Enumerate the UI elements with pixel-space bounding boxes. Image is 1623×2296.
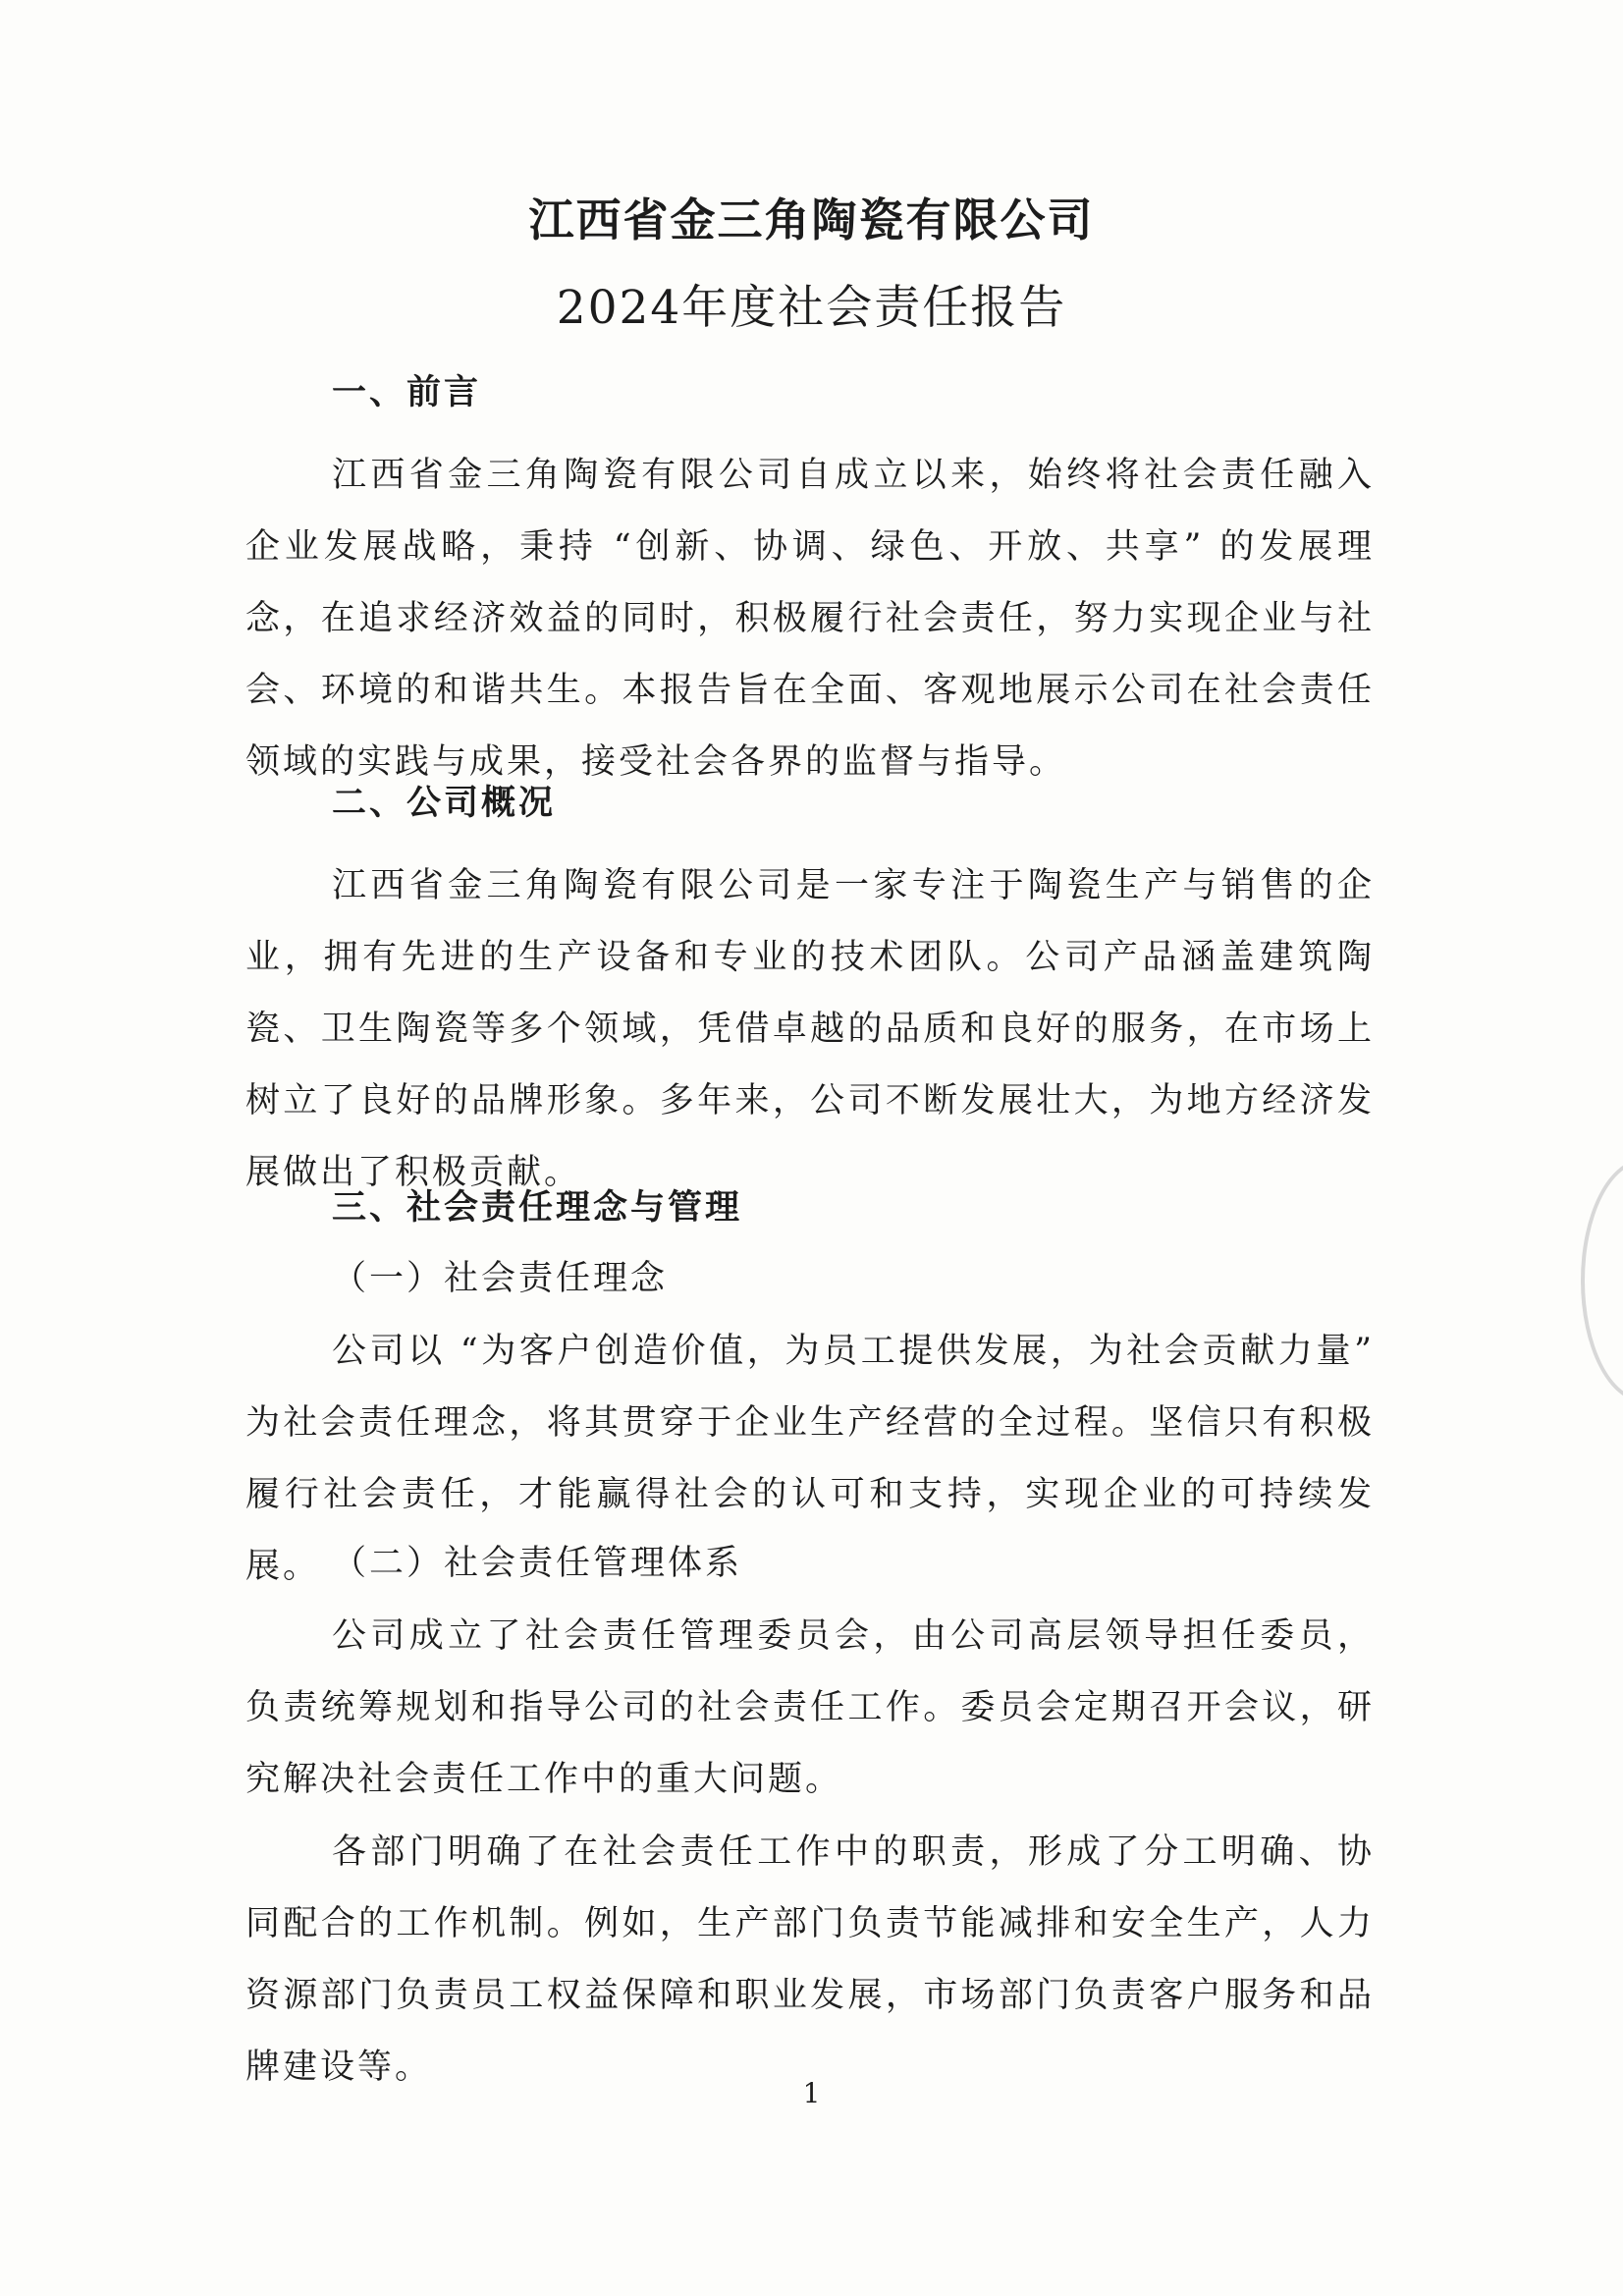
section-heading-preface: 一、前言: [332, 372, 482, 412]
section-heading-overview: 二、公司概况: [332, 783, 557, 823]
subsection-heading-philosophy: （一）社会责任理念: [332, 1259, 669, 1298]
subsection-paragraph-management-2: 各部门明确了在社会责任工作中的职责，形成了分工明确、协同配合的工作机制。例如，生产部门负责节能减排和安全生产，人力资源部门负责员工权益保障和职业发展，市场部门负责客户服务和品牌建设等。: [245, 1832, 1375, 2087]
seal-stamp-edge: [1581, 1159, 1623, 1402]
section-heading-philosophy: 三、社会责任理念与管理: [332, 1187, 743, 1228]
section-paragraph-preface: 江西省金三角陶瓷有限公司自成立以来，始终将社会责任融入企业发展战略，秉持 “创新、协调、绿色、开放、共享” 的发展理念，在追求经济效益的同时，积极履行社会责任，努力实现企业与社会、环境的和谐共生。本报告旨在全面、客观地展示公司在社会责任领域的实践与成果，接受社会各界的监督与指导。: [245, 456, 1375, 782]
section-paragraph-overview: 江西省金三角陶瓷有限公司是一家专注于陶瓷生产与销售的企业，拥有先进的生产设备和专业的技术团队。公司产品涵盖建筑陶瓷、卫生陶瓷等多个领域，凭借卓越的品质和良好的服务，在市场上树立了良好的品牌形象。多年来，公司不断发展壮大，为地方经济发展做出了积极贡献。: [245, 866, 1375, 1192]
page-number: 1: [802, 2077, 821, 2109]
subsection-paragraph-philosophy: 公司以 “为客户创造价值，为员工提供发展，为社会贡献力量” 为社会责任理念，将其贯穿于企业生产经营的全过程。坚信只有积极履行社会责任，才能赢得社会的认可和支持，实现企业的可持续发展。: [245, 1332, 1375, 1586]
report-title-year: 2024年度社会责任报告: [556, 281, 1067, 335]
subsection-heading-management: （二）社会责任管理体系: [332, 1544, 743, 1583]
subsection-paragraph-management-1: 公司成立了社会责任管理委员会，由公司高层领导担任委员，负责统筹规划和指导公司的社会责任工作。委员会定期召开会议，研究解决社会责任工作中的重大问题。: [245, 1616, 1375, 1799]
report-title-company: 江西省金三角陶瓷有限公司: [528, 193, 1095, 246]
